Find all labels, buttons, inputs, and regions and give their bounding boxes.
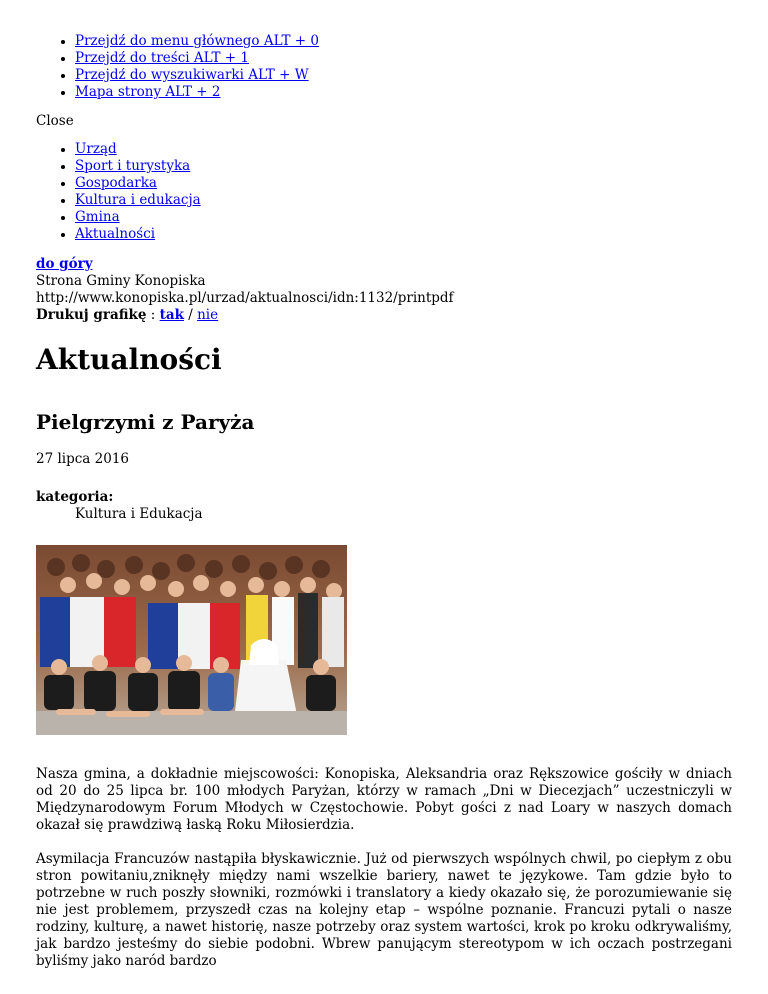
menu-item-kultura[interactable]: Kultura i edukacja [75, 192, 201, 208]
menu-item-aktualnosci[interactable]: Aktualności [75, 226, 156, 242]
section-title: Aktualności [36, 343, 222, 376]
print-graphics-label: Drukuj grafikę [36, 307, 147, 323]
back-to-top-link[interactable]: do góry [36, 256, 93, 272]
article-paragraph-2: Asymilacja Francuzów nastąpiła błyskawicznie. Już od pierwszych wspólnych chwil, po ciepłym z obu stron powitaniu,zniknęły między nami wszelkie bariery, nawet te językowe. Tam gdzie było to potrzebne w ruch poszły słowniki, rozmówki i translatory a kiedy okazało się, że porozumiewanie się nie jest problemem, przyszedł czas na kolejny etap – wspólne poznanie. Francuzi pytali o nasze rodziny, kulturę, a nawet historię, nasze potrzeby oraz system wartości, krok po kroku odkrywaliśmy, jak bardzo jesteśmy do siebie podobni. Wbrew panującym stereotypom w ich oczach postrzegani byliśmy jako naród bardzo [36, 851, 732, 969]
menu-item [75, 209, 201, 226]
slash-separator: / [188, 307, 193, 323]
skip-link-item [75, 33, 319, 50]
menu-item [75, 158, 201, 175]
print-graphics-yes-link[interactable]: tak [159, 307, 184, 323]
sitemap-link[interactable]: Mapa strony ALT + 2 [75, 84, 221, 100]
menu-item [75, 226, 201, 243]
category-label: kategoria: [36, 489, 114, 505]
skip-link-item [75, 50, 319, 67]
article-photo [36, 545, 347, 735]
flag-blue-stripe [40, 597, 70, 667]
skip-link-item [75, 67, 319, 84]
skip-to-content-link[interactable]: Przejdź do treści ALT + 1 [75, 50, 249, 66]
skip-links-list [0, 33, 319, 101]
skip-to-menu-link[interactable]: Przejdź do menu głównego ALT + 0 [75, 33, 319, 49]
menu-item [75, 192, 201, 209]
menu-item [75, 141, 201, 158]
skip-to-search-link[interactable]: Przejdź do wyszukiwarki ALT + W [75, 67, 309, 83]
menu-item-urzad[interactable]: Urząd [75, 141, 117, 157]
category-value: Kultura i Edukacja [75, 506, 203, 522]
page-url: http://www.konopiska.pl/urzad/aktualnosci/idn:1132/printpdf [36, 290, 454, 306]
menu-item-gmina[interactable]: Gmina [75, 209, 120, 225]
skip-link-item [75, 84, 319, 101]
close-label[interactable]: Close [36, 113, 74, 129]
print-graphics-row [36, 307, 454, 324]
print-header [36, 256, 454, 324]
article-date: 27 lipca 2016 [36, 451, 130, 467]
menu-item [75, 175, 201, 192]
menu-item-gospodarka[interactable]: Gospodarka [75, 175, 157, 191]
article-paragraph-1: Nasza gmina, a dokładnie miejscowości: Konopiska, Aleksandria oraz Rększowice gościły w dniach od 20 do 25 lipca br. 100 młodych Paryżan, którzy w ramach „Dni w Diecezjach” uczestniczyli w Międzynarodowym Forum Młodych w Częstochowie. Pobyt gości z nad Loary w naszych domach okazał się prawdziwą łaską Roku Miłosierdzia. [36, 766, 732, 833]
main-menu [0, 141, 201, 243]
article-title: Pielgrzymi z Paryża [36, 410, 255, 434]
menu-item-sport[interactable]: Sport i turystyka [75, 158, 191, 174]
colon-separator: : [150, 307, 156, 323]
print-graphics-no-link[interactable]: nie [197, 307, 219, 323]
site-name: Strona Gminy Konopiska [36, 273, 206, 289]
